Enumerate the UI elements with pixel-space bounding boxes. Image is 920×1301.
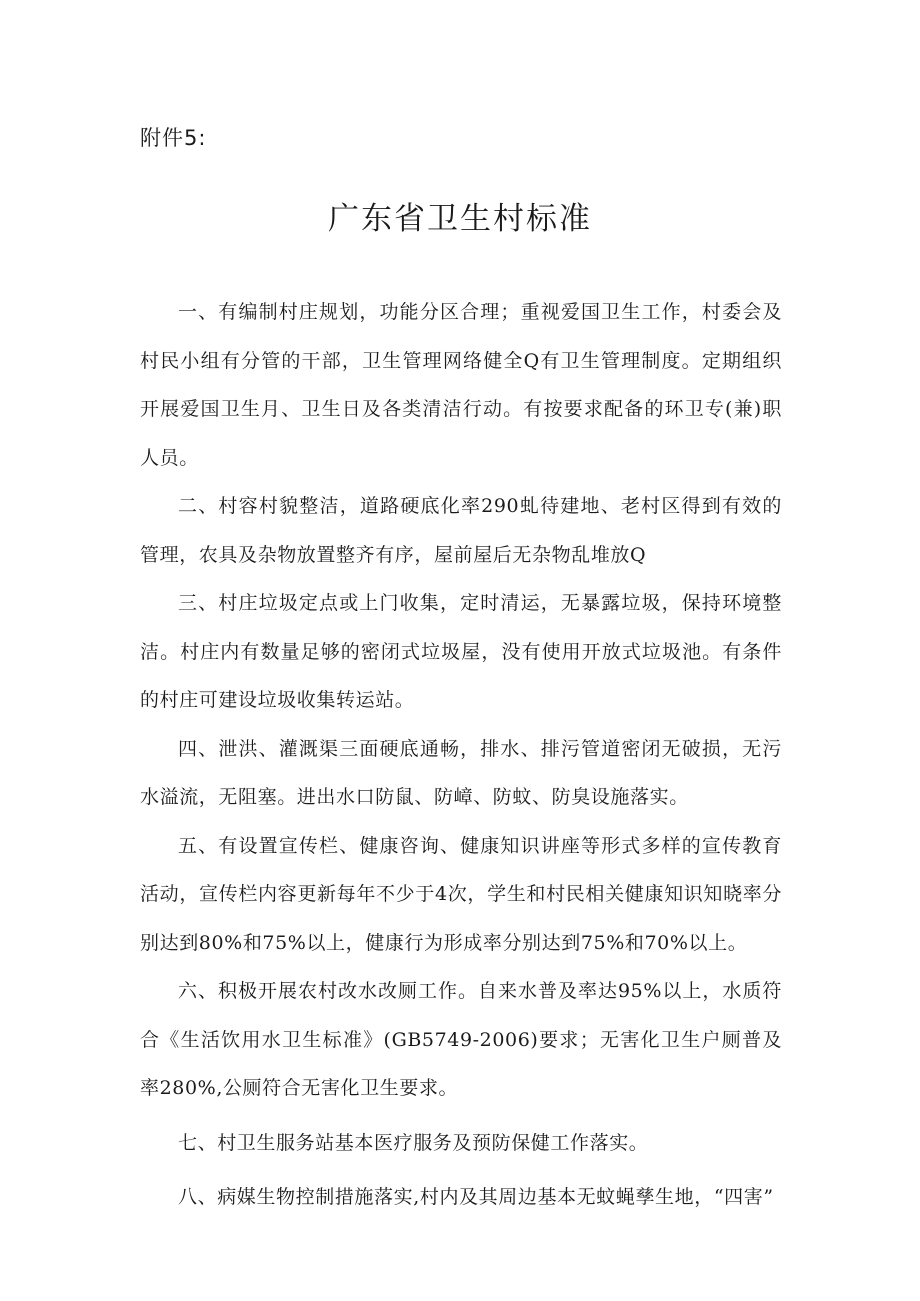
paragraph-3: 三、村庄垃圾定点或上门收集，定时清运，无暴露垃圾，保持环境整洁。村庄内有数量足够的密闭式垃圾屋，没有使用开放式垃圾池。有条件的村庄可建设垃圾收集转运站。 [140, 592, 782, 711]
attachment-label: 附件5: [140, 126, 207, 150]
document-body [140, 288, 782, 1222]
document-title: 广东省卫生村标准 [328, 201, 592, 237]
paragraph-5: 五、有设置宣传栏、健康咨询、健康知识讲座等形式多样的宣传教育活动，宣传栏内容更新每年不少于4次，学生和村民相关健康知识知晓率分别达到80%和75%以上，健康行为形成率分别达到75%和70%以上。 [140, 834, 782, 954]
paragraph-7: 七、村卫生服务站基本医疗服务及预防保健工作落实。 [178, 1131, 649, 1154]
paragraph-8: 八、病媒生物控制措施落实,村内及其周边基本无蚊蝇孳生地，“四害” [178, 1186, 774, 1208]
paragraph-6: 六、积极开展农村改水改厕工作。自来水普及率达95%以上，水质符合《生活饮用水卫生标准》(GB5749-2006)要求；无害化卫生户厕普及率280%,公厕符合无害化卫生要求。 [140, 980, 782, 1099]
paragraph-2: 二、村容村貌整洁，道路硬底化率290虬待建地、老村区得到有效的管理，农具及杂物放置整齐有序，屋前屋后无杂物乱堆放Q [140, 495, 782, 566]
paragraph-4: 四、泄洪、灌溉渠三面硬底通畅，排水、排污管道密闭无破损，无污水溢流，无阻塞。进出水口防鼠、防嶂、防蚊、防臭设施落实。 [140, 737, 782, 808]
paragraph-1: 一、有编制村庄规划，功能分区合理；重视爱国卫生工作，村委会及村民小组有分管的干部，卫生管理网络健全Q有卫生管理制度。定期组织开展爱国卫生月、卫生日及各类清洁行动。有按要求配备的环卫专(兼)职人员。 [140, 301, 782, 469]
